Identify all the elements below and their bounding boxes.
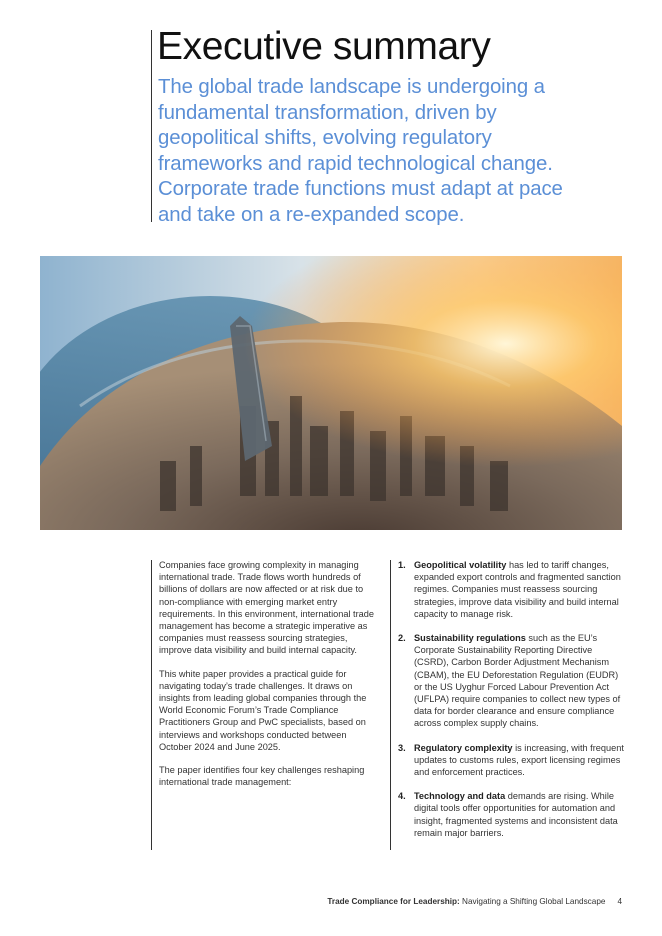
list-item-lead: Technology and data [414,791,506,802]
body-left-column [159,559,379,799]
list-item-text: demands are rising. While digital tools offer opportunities for automation and insight, fragmented systems and inconsistent data remain major barriers. [414,791,618,838]
page-number: 4 [617,897,622,906]
footer-title-bold: Trade Compliance for Leadership: [327,897,460,906]
hero-image [40,256,622,530]
list-item [398,559,628,620]
footer-title-rest: Navigating a Shifting Global Landscape [459,897,606,906]
list-item-text: such as the EU’s Corporate Sustainability Reporting Directive (CSRD), Carbon Border Adjustment Mechanism (CBAM), the EU Deforestation Regulation (EUDR) or the US Uyghur Forced Labour Prevention Act (UFLPA) require companies to collect new types of data for border clearance and ensure compliance across complex supply chains. [414,633,621,729]
body-right-column [398,559,628,851]
left-column-rule [151,560,152,850]
body-paragraph: This white paper provides a practical guide for navigating today’s trade challenges. It draws on insights from leading global companies through the World Economic Forum’s Trade Compliance Practitioners Group and PwC specialists, based on interviews and workshops conducted between October 2024 and June 2025. [159,668,367,752]
list-number: 4. [398,791,406,802]
list-number: 3. [398,742,406,753]
list-item-lead: Geopolitical volatility [414,560,507,570]
right-column-rule [390,560,391,850]
list-number: 2. [398,633,406,644]
list-item-lead: Regulatory complexity [414,742,513,753]
challenges-list [398,559,628,839]
lede-paragraph: The global trade landscape is undergoing a fundamental transformation, driven by geopolitical shifts, evolving regulatory frameworks and rapid technological change. Corporate trade functions must adapt at pace and take on a re-expanded scope. [158,76,563,226]
list-item [398,790,628,839]
list-item [398,632,628,730]
page-footer [327,897,622,906]
body-paragraph: Companies face growing complexity in managing international trade. Trade flows worth hundreds of billions of dollars are now affected or at risk due to non-compliance with emerging market entry requirements. In this environment, international trade management has become a strategic imperative as companies must reassess sourcing strategies, improve data visibility and build internal capacity. [159,560,375,656]
page-title: Executive summary [157,25,491,68]
body-paragraph: The paper identifies four key challenges reshaping international trade management: [159,765,365,788]
header-rule [151,30,152,222]
list-item [398,742,628,779]
list-item-text: is increasing, with frequent updates to customs rules, export licensing regimes and enforcement practices. [414,742,624,778]
list-item-lead: Sustainability regulations [414,633,526,644]
list-number: 1. [398,560,406,570]
sunlight [40,256,622,530]
list-item-text: has led to tariff changes, expanded export controls and fragmented sanction regimes. Companies must reassess sourcing strategies, improve data visibility and build internal capacity to manage risk. [414,560,621,619]
